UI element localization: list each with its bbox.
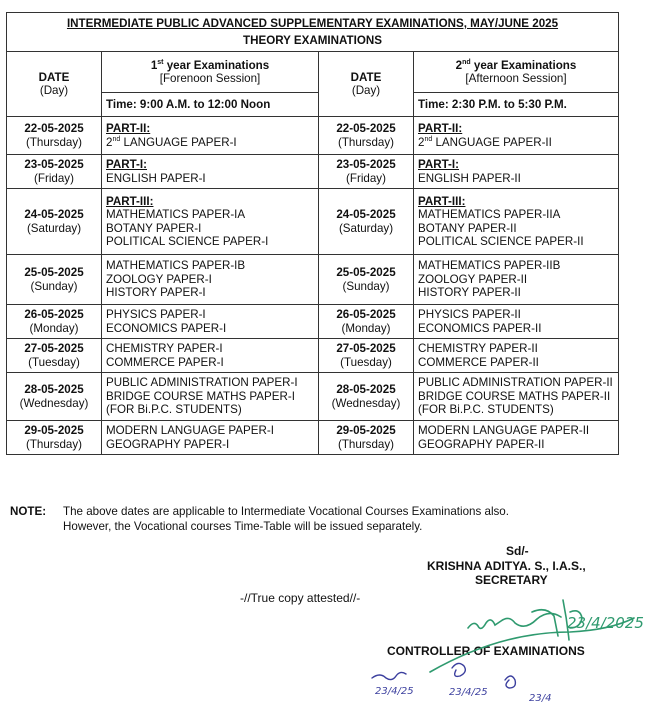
- subject: PUBLIC ADMINISTRATION PAPER-I: [106, 376, 298, 390]
- subject: 2nd LANGUAGE PAPER-II: [418, 135, 552, 149]
- exam-day: (Saturday): [338, 221, 394, 235]
- second-year-subject-cell: [414, 117, 619, 155]
- subject: 2nd LANGUAGE PAPER-I: [106, 135, 237, 149]
- exam-day: (Tuesday): [340, 355, 392, 369]
- second-year-date-cell: [319, 255, 414, 305]
- first-year-subject-cell: [102, 155, 319, 189]
- first-year-subject-cell: [102, 421, 319, 455]
- subject: MATHEMATICS PAPER-IB: [106, 259, 246, 273]
- subject: ECONOMICS PAPER-I: [106, 321, 227, 335]
- exam-date: 22-05-2025: [24, 122, 84, 136]
- date-label: DATE: [350, 70, 382, 84]
- second-year-subject-cell: [414, 255, 619, 305]
- subject: COMMERCE PAPER-II: [418, 355, 539, 369]
- first-year-date-cell: [7, 117, 102, 155]
- subject: ZOOLOGY PAPER-II: [418, 272, 528, 286]
- exam-day: (Thursday): [337, 437, 395, 451]
- note-label: NOTE:: [10, 505, 47, 518]
- exam-date: 28-05-2025: [24, 383, 84, 397]
- second-session-label: [Afternoon Session]: [465, 72, 567, 85]
- second-year-date-cell: [319, 421, 414, 455]
- first-year-date-cell: [7, 155, 102, 189]
- exam-day: (Monday): [341, 321, 391, 335]
- second-year-subject-cell: [414, 305, 619, 339]
- subject: ENGLISH PAPER-II: [418, 171, 521, 185]
- exam-timetable: [6, 12, 619, 455]
- table-row: [7, 339, 619, 373]
- subject: ZOOLOGY PAPER-I: [106, 272, 212, 286]
- subject: MATHEMATICS PAPER-IIB: [418, 259, 561, 273]
- subject: POLITICAL SCIENCE PAPER-I: [106, 234, 269, 248]
- second-year-label: 2nd year Examinations: [455, 58, 577, 72]
- initial-b: 23/4/25: [449, 687, 488, 698]
- first-year-subject-cell: [102, 373, 319, 421]
- first-year-date-cell: [7, 189, 102, 255]
- second-year-header: [414, 52, 619, 93]
- exam-day: (Tuesday): [28, 355, 80, 369]
- exam-day: (Thursday): [25, 437, 83, 451]
- exam-title: INTERMEDIATE PUBLIC ADVANCED SUPPLEMENTARY EXAMINATIONS, MAY/JUNE 2025: [66, 17, 559, 30]
- subject: BOTANY PAPER-I: [106, 221, 202, 235]
- true-copy-attested: -//True copy attested//-: [240, 591, 361, 605]
- first-year-subject-cell: [102, 255, 319, 305]
- part-label: PART-II:: [106, 122, 151, 136]
- table-row: [7, 305, 619, 339]
- subject: GEOGRAPHY PAPER-II: [418, 437, 545, 451]
- second-year-date-cell: [319, 305, 414, 339]
- exam-day: (Thursday): [337, 135, 395, 149]
- part-label: PART-I:: [418, 158, 460, 172]
- exam-date: 26-05-2025: [24, 308, 84, 322]
- initial-a: 23/4/25: [375, 686, 414, 697]
- initial-c: 23/4: [529, 693, 552, 704]
- exam-subtitle: THEORY EXAMINATIONS: [243, 34, 382, 47]
- exam-day: (Sunday): [30, 279, 78, 293]
- first-year-subject-cell: [102, 117, 319, 155]
- date-label: DATE: [38, 70, 70, 84]
- subject: MATHEMATICS PAPER-IA: [106, 208, 246, 222]
- first-year-label: 1st year Examinations: [150, 58, 270, 72]
- subject: MODERN LANGUAGE PAPER-II: [418, 424, 590, 438]
- green-date: 23/4/2025: [567, 614, 644, 632]
- exam-date: 24-05-2025: [336, 208, 396, 222]
- subject: BRIDGE COURSE MATHS PAPER-I: [106, 389, 295, 403]
- subject: PHYSICS PAPER-I: [106, 308, 206, 322]
- part-label: PART-I:: [106, 158, 148, 172]
- first-year-header: [102, 52, 319, 93]
- first-year-subject-cell: [102, 339, 319, 373]
- subject: MODERN LANGUAGE PAPER-I: [106, 424, 274, 438]
- exam-day: (Sunday): [342, 279, 390, 293]
- column-header-row: [7, 52, 619, 93]
- subject: GEOGRAPHY PAPER-I: [106, 437, 230, 451]
- subject: HISTORY PAPER-II: [418, 286, 521, 300]
- second-year-subject-cell: [414, 189, 619, 255]
- exam-date: 23-05-2025: [24, 158, 84, 172]
- exam-day: (Thursday): [25, 135, 83, 149]
- exam-day: (Wednesday): [331, 396, 401, 410]
- date-header-2: [319, 52, 414, 117]
- part-label: PART-III:: [418, 194, 466, 208]
- table-row: [7, 373, 619, 421]
- table-row: [7, 255, 619, 305]
- exam-date: 25-05-2025: [24, 266, 84, 280]
- day-label: (Day): [351, 84, 381, 97]
- first-year-date-cell: [7, 373, 102, 421]
- note-line-1: The above dates are applicable to Intermediate Vocational Courses Examinations also.: [63, 505, 509, 518]
- sd-mark: Sd/-: [506, 544, 529, 558]
- day-label: (Day): [39, 84, 69, 97]
- second-year-date-cell: [319, 373, 414, 421]
- exam-date: 26-05-2025: [336, 308, 396, 322]
- first-year-date-cell: [7, 255, 102, 305]
- signatory-name: KRISHNA ADITYA. S., I.A.S.,: [427, 559, 586, 573]
- subject: ECONOMICS PAPER-II: [418, 321, 542, 335]
- blue-initials: [372, 663, 551, 704]
- signatory-title: SECRETARY: [475, 573, 548, 587]
- table-row: [7, 155, 619, 189]
- second-time: Time: 2:30 P.M. to 5:30 P.M.: [414, 93, 619, 117]
- exam-day: (Wednesday): [19, 396, 89, 410]
- part-label: PART-III:: [106, 194, 154, 208]
- exam-date: 27-05-2025: [336, 342, 396, 356]
- second-year-date-cell: [319, 339, 414, 373]
- exam-date: 29-05-2025: [336, 424, 396, 438]
- exam-day: (Friday): [34, 171, 74, 185]
- subject: COMMERCE PAPER-I: [106, 355, 224, 369]
- exam-date: 22-05-2025: [336, 122, 396, 136]
- second-year-subject-cell: [414, 155, 619, 189]
- exam-date: 23-05-2025: [336, 158, 396, 172]
- table-row: [7, 421, 619, 455]
- second-year-subject-cell: [414, 339, 619, 373]
- second-year-date-cell: [319, 155, 414, 189]
- subject: CHEMISTRY PAPER-II: [418, 342, 538, 356]
- second-year-date-cell: [319, 117, 414, 155]
- subject: MATHEMATICS PAPER-IIA: [418, 208, 561, 222]
- exam-date: 29-05-2025: [24, 424, 84, 438]
- subject: POLITICAL SCIENCE PAPER-II: [418, 234, 584, 248]
- subject: BRIDGE COURSE MATHS PAPER-II: [418, 389, 611, 403]
- second-year-subject-cell: [414, 421, 619, 455]
- part-label: PART-II:: [418, 122, 463, 136]
- note-text: [63, 504, 633, 534]
- exam-day: (Friday): [346, 171, 386, 185]
- subject: (FOR Bi.P.C. STUDENTS): [106, 403, 242, 417]
- first-year-subject-cell: [102, 189, 319, 255]
- second-year-subject-cell: [414, 373, 619, 421]
- first-year-subject-cell: [102, 305, 319, 339]
- second-year-date-cell: [319, 189, 414, 255]
- green-signature: [430, 600, 644, 672]
- subject: PUBLIC ADMINISTRATION PAPER-II: [418, 376, 613, 390]
- exam-date: 24-05-2025: [24, 208, 84, 222]
- first-year-date-cell: [7, 339, 102, 373]
- table-title-cell: [7, 13, 619, 52]
- subject: BOTANY PAPER-II: [418, 221, 517, 235]
- exam-date: 28-05-2025: [336, 383, 396, 397]
- controller-title: CONTROLLER OF EXAMINATIONS: [387, 644, 585, 658]
- subject: (FOR Bi.P.C. STUDENTS): [418, 403, 554, 417]
- exam-day: (Saturday): [26, 221, 82, 235]
- note-line-2: However, the Vocational courses Time-Table will be issued separately.: [63, 520, 423, 533]
- timetable-body: [7, 117, 619, 455]
- exam-day: (Monday): [29, 321, 79, 335]
- subject: CHEMISTRY PAPER-I: [106, 342, 223, 356]
- first-time: Time: 9:00 A.M. to 12:00 Noon: [102, 93, 319, 117]
- date-header-1: [7, 52, 102, 117]
- subject: HISTORY PAPER-I: [106, 286, 206, 300]
- subject: PHYSICS PAPER-II: [418, 308, 521, 322]
- first-year-date-cell: [7, 305, 102, 339]
- subject: ENGLISH PAPER-I: [106, 171, 206, 185]
- table-row: [7, 189, 619, 255]
- first-session-label: [Forenoon Session]: [159, 72, 261, 85]
- first-year-date-cell: [7, 421, 102, 455]
- exam-date: 25-05-2025: [336, 266, 396, 280]
- table-header-row: [7, 13, 619, 52]
- table-row: [7, 117, 619, 155]
- exam-date: 27-05-2025: [24, 342, 84, 356]
